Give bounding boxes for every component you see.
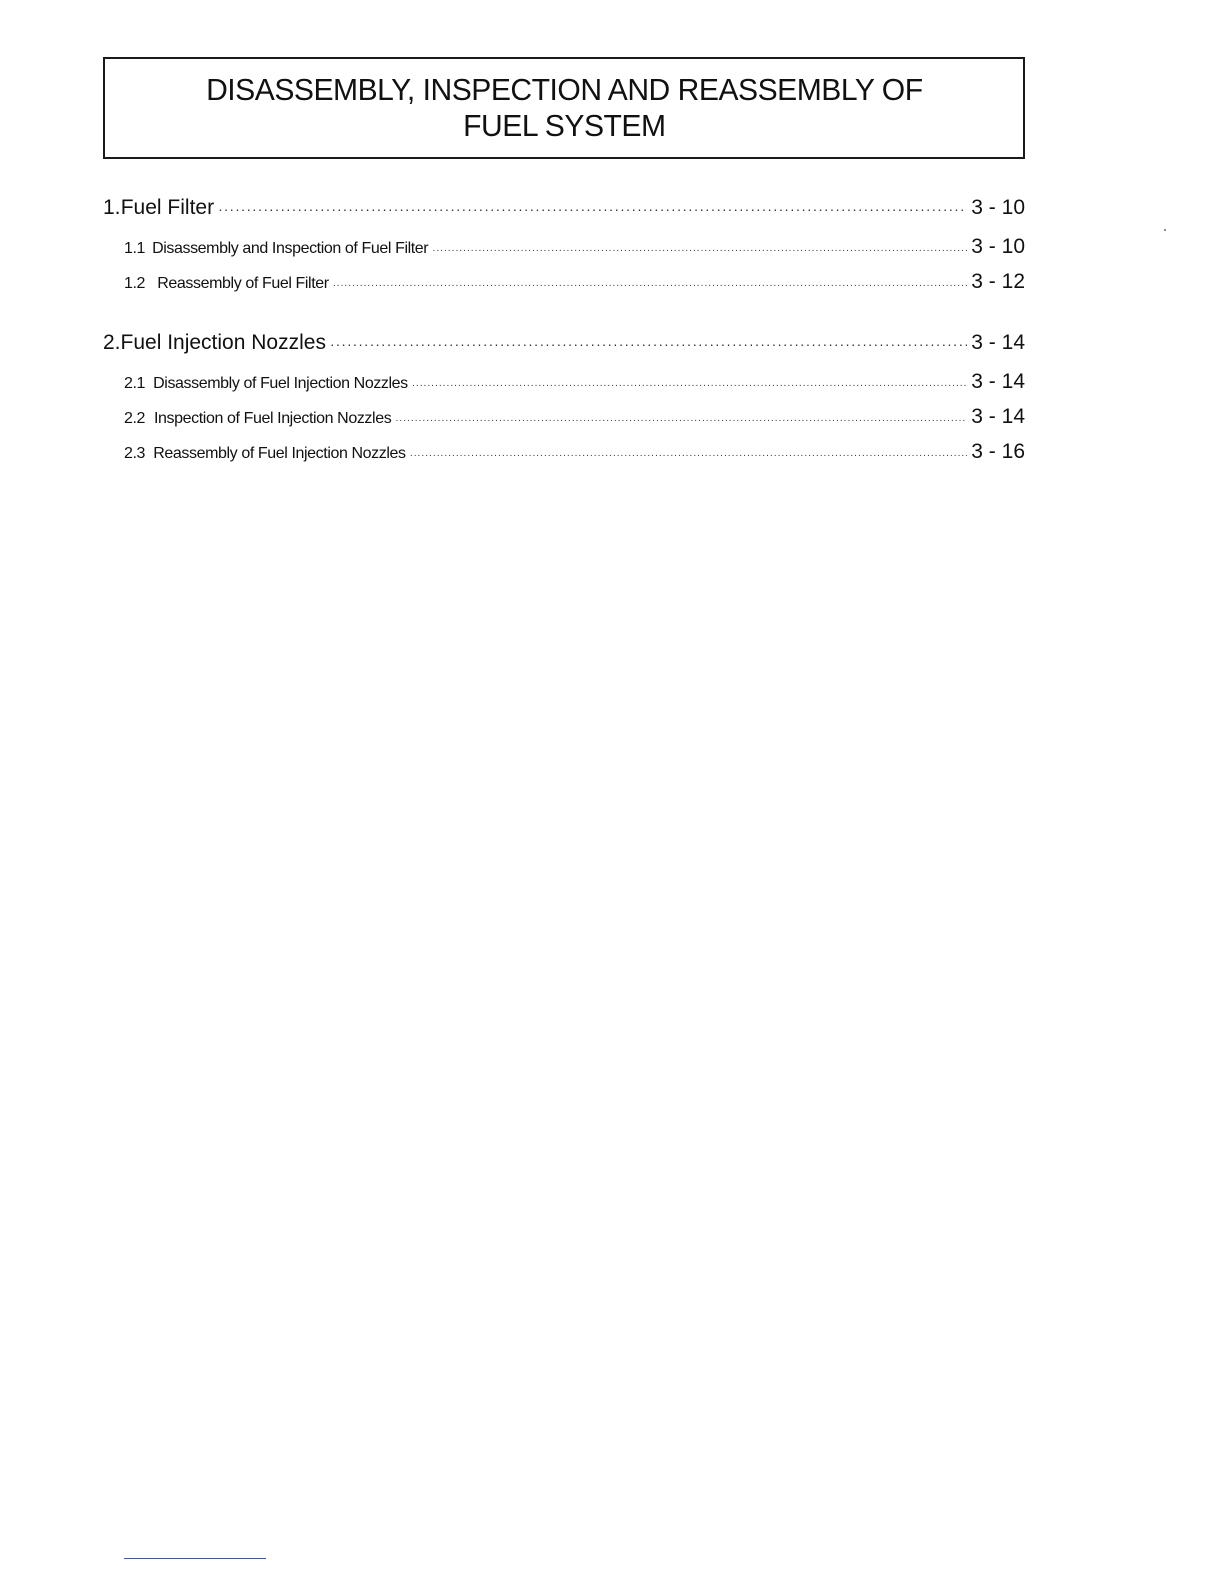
toc-page-number: 3 - 10 bbox=[971, 235, 1025, 258]
toc-section-label: Fuel Injection Nozzles bbox=[120, 331, 326, 354]
chapter-title-line-1: DISASSEMBLY, INSPECTION AND REASSEMBLY OF bbox=[205, 72, 923, 107]
toc-page-number: 3 - 14 bbox=[971, 405, 1025, 428]
toc-item-disassembly-inspection-fuel-filter[interactable] bbox=[124, 235, 1025, 259]
toc-item-number: 2.1 bbox=[124, 375, 146, 392]
toc-item-number: 2.2 bbox=[124, 410, 146, 427]
toc-dot-leader bbox=[333, 280, 968, 291]
toc-dot-leader bbox=[395, 415, 967, 426]
chapter-title-box bbox=[103, 57, 1025, 159]
toc-page-number: 3 - 16 bbox=[971, 440, 1025, 463]
toc-dot-leader bbox=[412, 380, 968, 391]
toc-item-label: Inspection of Fuel Injection Nozzles bbox=[154, 410, 392, 427]
toc-section-fuel-injection-nozzles[interactable] bbox=[103, 331, 1025, 355]
scan-speck bbox=[1164, 229, 1166, 231]
toc-page-number: 3 - 14 bbox=[971, 331, 1025, 354]
toc-section-fuel-filter[interactable] bbox=[103, 196, 1025, 220]
toc-item-disassembly-nozzles[interactable] bbox=[124, 370, 1025, 394]
chapter-title-line-2: FUEL SYSTEM bbox=[462, 108, 666, 143]
toc-section-number: 2. bbox=[103, 331, 121, 354]
toc-page-number: 3 - 12 bbox=[971, 270, 1025, 293]
toc-dot-leader bbox=[330, 336, 967, 352]
toc-item-number: 1.1 bbox=[124, 240, 146, 257]
toc-item-label: Disassembly of Fuel Injection Nozzles bbox=[153, 375, 408, 392]
toc-item-label: Reassembly of Fuel Filter bbox=[157, 275, 329, 292]
bottom-rule bbox=[124, 1558, 266, 1559]
toc-item-reassembly-nozzles[interactable] bbox=[124, 440, 1025, 464]
toc-section-label: Fuel Filter bbox=[120, 196, 215, 219]
toc-dot-leader bbox=[218, 201, 967, 217]
toc-item-label: Reassembly of Fuel Injection Nozzles bbox=[153, 445, 406, 462]
toc-item-reassembly-fuel-filter[interactable] bbox=[124, 270, 1025, 294]
toc-section-number: 1. bbox=[103, 196, 121, 219]
toc-page-number: 3 - 10 bbox=[971, 196, 1025, 219]
toc-item-number: 2.3 bbox=[124, 445, 146, 462]
toc-item-number: 1.2 bbox=[124, 275, 146, 292]
toc-dot-leader bbox=[432, 245, 967, 256]
toc-item-label: Disassembly and Inspection of Fuel Filter bbox=[152, 240, 429, 257]
toc-dot-leader bbox=[410, 450, 968, 461]
toc-page-number: 3 - 14 bbox=[971, 370, 1025, 393]
toc-item-inspection-nozzles[interactable] bbox=[124, 405, 1025, 429]
